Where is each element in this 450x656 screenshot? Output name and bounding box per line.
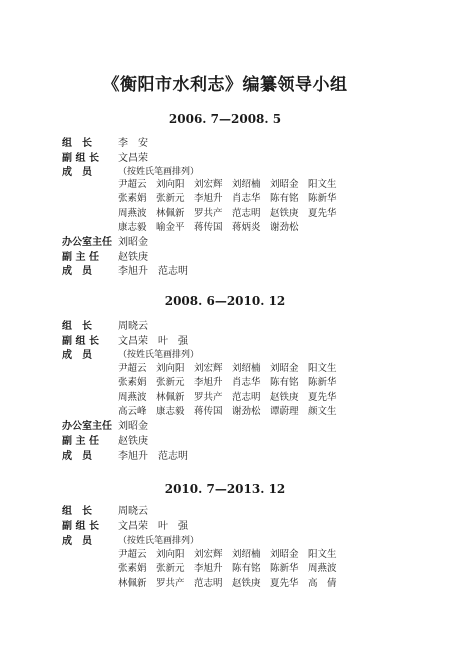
member-name: 肖志华 [232, 377, 261, 389]
table-row [118, 562, 346, 576]
member-name: 颜文生 [308, 405, 337, 417]
role-label: 副 主 任 [62, 436, 99, 447]
table-row [118, 577, 346, 591]
member-name: 尹超云 [118, 363, 147, 374]
members-note: （按姓氏笔画排列） [118, 536, 200, 546]
member-name: 谭蔚理 [270, 405, 299, 417]
member-name: 尹超云 [118, 179, 147, 190]
member-name: 陈新华 [308, 193, 337, 205]
member-name: 张新元 [156, 563, 185, 575]
member-name: 刘宏辉 [194, 363, 223, 374]
role-value: 李旭升 范志明 [118, 266, 188, 277]
members-grid-3 [118, 548, 346, 591]
member-name: 林佩新 [118, 577, 147, 589]
member-name: 陈新华 [270, 563, 299, 575]
member-name: 周燕波 [308, 563, 337, 575]
member-name: 张素娟 [118, 563, 147, 575]
table-row [118, 178, 346, 192]
role-label: 副 组 长 [62, 336, 99, 347]
role-label: 成 员 [62, 167, 92, 178]
member-name: 肖志华 [232, 193, 261, 205]
member-name: 刘向阳 [156, 549, 185, 560]
member-name: 范志明 [194, 577, 223, 589]
member-name: 赵铁庚 [270, 207, 299, 219]
table-row [118, 376, 346, 390]
member-name: 阳文生 [308, 549, 337, 560]
role-label: 成 员 [62, 451, 92, 462]
member-name: 范志明 [232, 391, 261, 403]
role-label: 组 长 [62, 138, 92, 149]
member-name: 陈有铭 [270, 193, 299, 205]
role-value: 赵铁庚 [118, 252, 148, 263]
member-name: 刘宏辉 [194, 549, 223, 560]
role-label: 副 主 任 [62, 252, 99, 263]
member-name: 刘向阳 [156, 179, 185, 190]
member-name: 陈有铭 [232, 563, 261, 575]
member-name: 范志明 [232, 207, 261, 219]
member-name: 赵铁庚 [270, 391, 299, 403]
member-name: 罗共产 [194, 207, 223, 219]
member-name: 刘向阳 [156, 363, 185, 374]
role-value: 李 安 [118, 138, 148, 149]
members-note: （按姓氏笔画排列） [118, 350, 200, 360]
member-name: 张素娟 [118, 377, 147, 389]
member-name: 阳文生 [308, 179, 337, 190]
member-name: 刘昭金 [270, 549, 299, 560]
member-name: 林佩新 [156, 391, 185, 403]
member-name: 蒋炳炎 [232, 221, 261, 233]
member-name: 赵铁庚 [232, 577, 261, 589]
role-value: 刘昭金 [118, 421, 148, 432]
members-grid-1 [118, 178, 346, 235]
member-name: 康志毅 [118, 221, 147, 233]
role-value: 文昌荣 [118, 153, 148, 164]
table-row [118, 548, 346, 562]
role-value: 周晓云 [118, 321, 148, 332]
table-row [118, 192, 346, 206]
table-row [118, 221, 346, 235]
members-grid-2 [118, 362, 346, 419]
table-row [118, 391, 346, 405]
table-row [118, 207, 346, 221]
role-value: 李旭升 范志明 [118, 451, 188, 462]
role-value: 刘昭金 [118, 237, 148, 248]
member-name: 高云峰 [118, 405, 147, 417]
member-name: 夏先华 [308, 207, 337, 219]
member-name: 刘绍楠 [232, 179, 261, 190]
role-label: 组 长 [62, 506, 92, 517]
member-name: 夏先华 [270, 577, 299, 589]
member-name: 罗共产 [156, 577, 185, 589]
role-value: 文昌荣 叶 强 [118, 521, 188, 532]
member-name: 张素娟 [118, 193, 147, 205]
role-value: 周晓云 [118, 506, 148, 517]
member-name: 刘昭金 [270, 363, 299, 374]
member-name: 刘宏辉 [194, 179, 223, 190]
member-name: 林佩新 [156, 207, 185, 219]
role-label: 办公室主任 [62, 237, 112, 248]
role-value: 文昌荣 叶 强 [118, 336, 188, 347]
member-name: 阳文生 [308, 363, 337, 374]
member-name: 周燕波 [118, 391, 147, 403]
member-name: 康志毅 [156, 405, 185, 417]
member-name: 陈有铭 [270, 377, 299, 389]
role-label: 成 员 [62, 350, 92, 361]
member-name: 张新元 [156, 377, 185, 389]
member-name [308, 221, 346, 235]
member-name: 周燕波 [118, 207, 147, 219]
member-name: 高 倩 [308, 577, 337, 589]
member-name: 蒋传国 [194, 405, 223, 417]
member-name: 李旭升 [194, 563, 223, 575]
role-label: 办公室主任 [62, 421, 112, 432]
member-name: 谢劲松 [232, 405, 261, 417]
member-name: 喻金平 [156, 221, 185, 233]
member-name: 刘绍楠 [232, 549, 261, 560]
member-name: 夏先华 [308, 391, 337, 403]
table-row [118, 362, 346, 376]
role-value: 赵铁庚 [118, 436, 148, 447]
member-name: 李旭升 [194, 377, 223, 389]
period-heading-2: 2008. 6—2010. 12 [164, 294, 286, 308]
role-label: 成 员 [62, 266, 92, 277]
member-name: 陈新华 [308, 377, 337, 389]
member-name: 蒋传国 [194, 221, 223, 233]
role-label: 成 员 [62, 536, 92, 547]
member-name: 刘昭金 [270, 179, 299, 190]
member-name: 李旭升 [194, 193, 223, 205]
member-name: 谢劲松 [270, 221, 299, 233]
period-heading-1: 2006. 7—2008. 5 [168, 112, 282, 126]
role-label: 副 组 长 [62, 521, 99, 532]
role-label: 组 长 [62, 321, 92, 332]
period-heading-3: 2010. 7—2013. 12 [164, 482, 286, 496]
member-name: 刘绍楠 [232, 363, 261, 374]
table-row [118, 405, 346, 419]
member-name: 张新元 [156, 193, 185, 205]
member-name: 罗共产 [194, 391, 223, 403]
page-title: 《衡阳市水利志》编纂领导小组 [102, 75, 348, 95]
member-name: 尹超云 [118, 549, 147, 560]
members-note: （按姓氏笔画排列） [118, 167, 200, 177]
role-label: 副 组 长 [62, 153, 99, 164]
